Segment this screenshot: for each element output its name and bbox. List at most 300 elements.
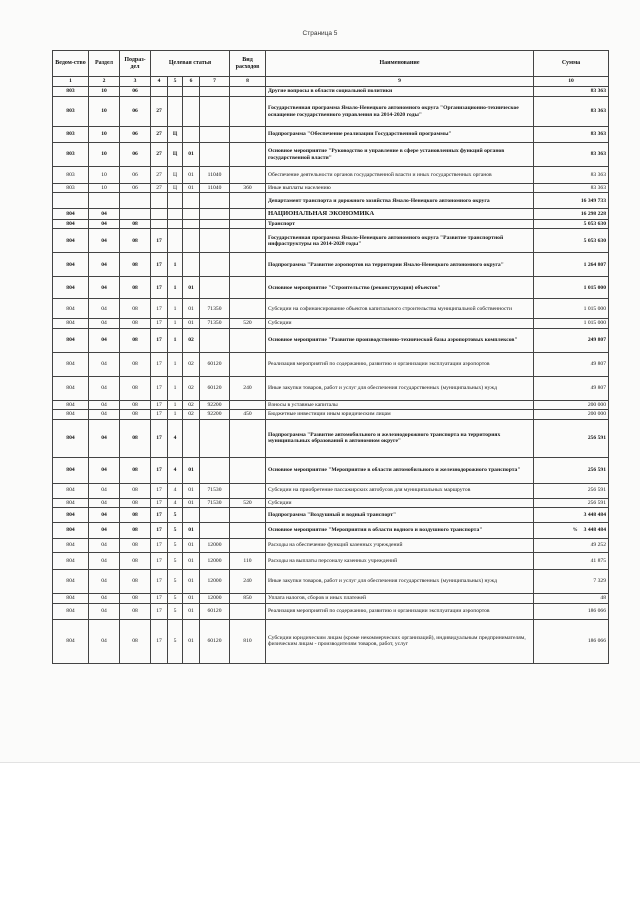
cell-vedomstvo: 804 (53, 619, 89, 663)
cell-target-3: 02 (183, 352, 200, 376)
cell-target-4 (200, 328, 230, 352)
cell-target-2: 1 (168, 253, 183, 277)
cell-summa (534, 523, 609, 539)
cell-target-2: 1 (168, 299, 183, 319)
cell-summa: 16 298 228 (534, 209, 609, 220)
cell-podrazdel: 08 (120, 508, 151, 523)
cell-vid-rashodov (230, 143, 266, 167)
cell-naimenovanie: Основное мероприятие "Мероприятие в области автомобильного и железнодорожного транспорта" (266, 457, 534, 483)
cell-target-2: 1 (168, 410, 183, 419)
cell-target-1: 17 (151, 376, 168, 400)
cell-vid-rashodov: 240 (230, 376, 266, 400)
cell-podrazdel: 06 (120, 127, 151, 143)
cell-razdel: 10 (89, 97, 120, 127)
cell-target-1 (151, 87, 168, 97)
col-number: 10 (534, 77, 609, 87)
table-row (53, 553, 609, 570)
cell-vid-rashodov (230, 603, 266, 619)
cell-target-1: 17 (151, 319, 168, 328)
cell-summa: 83 363 (534, 184, 609, 193)
cell-target-3: 01 (183, 619, 200, 663)
cell-vedomstvo: 804 (53, 319, 89, 328)
cell-target-4 (200, 127, 230, 143)
cell-target-2: 1 (168, 352, 183, 376)
cell-razdel: 04 (89, 603, 120, 619)
cell-target-2: 5 (168, 508, 183, 523)
cell-target-2: Ц (168, 127, 183, 143)
cell-target-1: 17 (151, 570, 168, 594)
cell-target-3: 02 (183, 400, 200, 409)
cell-target-1: 17 (151, 299, 168, 319)
cell-target-2: 5 (168, 523, 183, 539)
cell-target-4 (200, 220, 230, 229)
cell-target-3: 01 (183, 299, 200, 319)
cell-vedomstvo: 804 (53, 328, 89, 352)
cell-razdel: 04 (89, 209, 120, 220)
cell-target-4: 71530 (200, 498, 230, 507)
table-row (53, 209, 609, 220)
cell-vid-rashodov (230, 352, 266, 376)
cell-vedomstvo: 804 (53, 419, 89, 457)
cell-razdel: 04 (89, 594, 120, 603)
cell-razdel: 04 (89, 483, 120, 498)
cell-summa: 49 252 (534, 539, 609, 553)
cell-summa: 5 053 630 (534, 229, 609, 253)
cell-target-4 (200, 523, 230, 539)
header-razdel: Раздел (89, 51, 120, 77)
cell-vedomstvo: 803 (53, 97, 89, 127)
header-vedomstvo: Ведом-ство (53, 51, 89, 77)
cell-target-1: 17 (151, 539, 168, 553)
cell-naimenovanie: Основное мероприятие "Строительство (реконструкция) объектов" (266, 277, 534, 299)
cell-razdel: 04 (89, 410, 120, 419)
cell-target-3: 01 (183, 143, 200, 167)
cell-razdel: 10 (89, 127, 120, 143)
cell-naimenovanie: НАЦИОНАЛЬНАЯ ЭКОНОМИКА (266, 209, 534, 220)
table-row (53, 410, 609, 419)
cell-vid-rashodov: 520 (230, 319, 266, 328)
budget-table (52, 50, 609, 664)
cell-target-2 (168, 87, 183, 97)
cell-razdel: 04 (89, 319, 120, 328)
cell-target-3 (183, 209, 200, 220)
cell-target-2: 1 (168, 400, 183, 409)
table-row (53, 619, 609, 663)
cell-vid-rashodov (230, 457, 266, 483)
table-row (53, 220, 609, 229)
cell-razdel: 04 (89, 523, 120, 539)
cell-razdel: 10 (89, 167, 120, 184)
cell-target-2: 1 (168, 319, 183, 328)
cell-target-1: 17 (151, 328, 168, 352)
cell-vedomstvo: 804 (53, 253, 89, 277)
cell-summa: 186 066 (534, 603, 609, 619)
cell-naimenovanie: Обеспечение деятельности органов государственной власти и иных государственных органов (266, 167, 534, 184)
cell-vedomstvo: 804 (53, 400, 89, 409)
cell-vid-rashodov (230, 508, 266, 523)
cell-vid-rashodov (230, 400, 266, 409)
cell-naimenovanie: Расходы на обеспечение функций казенных учреждений (266, 539, 534, 553)
cell-vid-rashodov: 850 (230, 594, 266, 603)
col-number: 1 (53, 77, 89, 87)
cell-summa: 83 363 (534, 167, 609, 184)
cell-target-3 (183, 419, 200, 457)
cell-podrazdel: 08 (120, 319, 151, 328)
cell-podrazdel: 08 (120, 410, 151, 419)
cell-target-4: 71530 (200, 483, 230, 498)
cell-target-3 (183, 229, 200, 253)
cell-podrazdel: 08 (120, 220, 151, 229)
cell-vid-rashodov: 360 (230, 184, 266, 193)
cell-podrazdel: 08 (120, 352, 151, 376)
col-number: 7 (200, 77, 230, 87)
cell-podrazdel: 06 (120, 87, 151, 97)
cell-summa: 49 807 (534, 376, 609, 400)
cell-podrazdel: 08 (120, 457, 151, 483)
cell-vid-rashodov: 110 (230, 553, 266, 570)
cell-target-2 (168, 193, 183, 209)
cell-target-1: 17 (151, 594, 168, 603)
cell-summa: 49 807 (534, 352, 609, 376)
cell-vid-rashodov: 240 (230, 570, 266, 594)
cell-target-4: 60120 (200, 376, 230, 400)
cell-target-3: 01 (183, 277, 200, 299)
cell-podrazdel: 08 (120, 299, 151, 319)
cell-razdel: 04 (89, 220, 120, 229)
table-row (53, 498, 609, 507)
cell-naimenovanie: Субсидии на софинансирование объектов капитального строительства муниципальной собственности (266, 299, 534, 319)
cell-target-1: 27 (151, 127, 168, 143)
table-row (53, 400, 609, 409)
col-number: 3 (120, 77, 151, 87)
cell-vid-rashodov (230, 209, 266, 220)
table-row (53, 277, 609, 299)
cell-vid-rashodov (230, 193, 266, 209)
cell-naimenovanie: Государственная программа Ямало-Ненецкого автономного округа "Организационно-техническое оснащение государственного управления на 2014-2020 годы" (266, 97, 534, 127)
cell-target-4: 60120 (200, 619, 230, 663)
cell-summa: 1 015 000 (534, 277, 609, 299)
cell-target-2: Ц (168, 184, 183, 193)
cell-summa: 256 591 (534, 419, 609, 457)
cell-podrazdel: 08 (120, 619, 151, 663)
cell-podrazdel: 08 (120, 419, 151, 457)
cell-target-4 (200, 457, 230, 483)
cell-razdel: 04 (89, 419, 120, 457)
cell-naimenovanie: Реализация мероприятий по содержанию, развитию и организации эксплуатации аэропортов (266, 352, 534, 376)
cell-summa: 256 591 (534, 483, 609, 498)
cell-razdel: 04 (89, 400, 120, 409)
cell-naimenovanie: Уплата налогов, сборов и иных платежей (266, 594, 534, 603)
table-row (53, 594, 609, 603)
cell-target-4: 11040 (200, 167, 230, 184)
cell-target-2 (168, 209, 183, 220)
cell-target-2: 4 (168, 483, 183, 498)
cell-vid-rashodov (230, 299, 266, 319)
header-podrazdel: Подраз-дел (120, 51, 151, 77)
table-row (53, 87, 609, 97)
cell-vedomstvo: 804 (53, 570, 89, 594)
cell-target-1 (151, 209, 168, 220)
cell-target-2: 1 (168, 328, 183, 352)
cell-summa: 7 329 (534, 570, 609, 594)
cell-target-1: 17 (151, 400, 168, 409)
cell-target-2 (168, 97, 183, 127)
cell-vedomstvo: 804 (53, 594, 89, 603)
cell-target-3 (183, 508, 200, 523)
cell-target-1 (151, 193, 168, 209)
cell-vid-rashodov (230, 328, 266, 352)
cell-target-3: 01 (183, 483, 200, 498)
cell-target-2: Ц (168, 167, 183, 184)
cell-target-2: 5 (168, 570, 183, 594)
cell-razdel (89, 193, 120, 209)
cell-target-1: 17 (151, 553, 168, 570)
cell-target-3 (183, 87, 200, 97)
cell-vid-rashodov (230, 419, 266, 457)
table-row (53, 229, 609, 253)
cell-summa: 200 000 (534, 410, 609, 419)
cell-summa: 256 591 (534, 457, 609, 483)
cell-vedomstvo: 804 (53, 523, 89, 539)
cell-naimenovanie: Расходы на выплаты персоналу казенных учреждений (266, 553, 534, 570)
cell-podrazdel: 06 (120, 184, 151, 193)
cell-target-4: 12000 (200, 594, 230, 603)
cell-target-3 (183, 253, 200, 277)
cell-razdel: 04 (89, 253, 120, 277)
cell-target-4 (200, 97, 230, 127)
cell-vedomstvo: 803 (53, 143, 89, 167)
cell-podrazdel: 06 (120, 167, 151, 184)
cell-target-4: 12000 (200, 553, 230, 570)
cell-target-2: 4 (168, 457, 183, 483)
cell-summa: 1 264 807 (534, 253, 609, 277)
cell-naimenovanie: Субсидии на приобретение пассажирских автобусов для муниципальных маршрутов (266, 483, 534, 498)
cell-target-4: 92200 (200, 400, 230, 409)
table-row (53, 376, 609, 400)
cell-vedomstvo (53, 193, 89, 209)
cell-target-4 (200, 419, 230, 457)
table-row (53, 193, 609, 209)
cell-target-4 (200, 193, 230, 209)
cell-summa: 83 363 (534, 87, 609, 97)
cell-target-1: 27 (151, 167, 168, 184)
cell-target-1: 17 (151, 419, 168, 457)
cell-vid-rashodov (230, 523, 266, 539)
cell-razdel: 04 (89, 376, 120, 400)
cell-target-3 (183, 193, 200, 209)
cell-target-2: 1 (168, 376, 183, 400)
cell-razdel: 04 (89, 457, 120, 483)
cell-summa: 1 015 000 (534, 299, 609, 319)
cell-target-3: 01 (183, 167, 200, 184)
cell-podrazdel: 08 (120, 483, 151, 498)
cell-podrazdel: 08 (120, 553, 151, 570)
cell-summa: 5 053 630 (534, 220, 609, 229)
cell-naimenovanie: Транспорт (266, 220, 534, 229)
cell-vedomstvo: 804 (53, 553, 89, 570)
cell-podrazdel (120, 193, 151, 209)
table-row (53, 483, 609, 498)
cell-naimenovanie: Субсидии (266, 498, 534, 507)
table-row (53, 97, 609, 127)
cell-naimenovanie: Другие вопросы в области социальной политики (266, 87, 534, 97)
cell-vedomstvo: 804 (53, 220, 89, 229)
cell-target-3: 01 (183, 498, 200, 507)
cell-target-3: 02 (183, 328, 200, 352)
cell-vid-rashodov (230, 229, 266, 253)
table-row (53, 328, 609, 352)
cell-target-1: 27 (151, 143, 168, 167)
cell-podrazdel: 08 (120, 539, 151, 553)
cell-naimenovanie: Иные закупки товаров, работ и услуг для обеспечения государственных (муниципальных) нужд (266, 570, 534, 594)
cell-target-4 (200, 277, 230, 299)
table-row (53, 523, 609, 539)
cell-summa: 83 363 (534, 127, 609, 143)
cell-summa: 1 015 000 (534, 319, 609, 328)
col-number: 9 (266, 77, 534, 87)
cell-summa: 41 875 (534, 553, 609, 570)
cell-target-4 (200, 508, 230, 523)
cell-vid-rashodov (230, 97, 266, 127)
cell-razdel: 04 (89, 299, 120, 319)
cell-summa: 48 (534, 594, 609, 603)
cell-podrazdel: 08 (120, 229, 151, 253)
cell-vedomstvo: 804 (53, 498, 89, 507)
cell-razdel: 10 (89, 87, 120, 97)
cell-podrazdel: 08 (120, 400, 151, 409)
header-summa: Сумма (534, 51, 609, 77)
cell-vedomstvo: 803 (53, 87, 89, 97)
cell-vedomstvo: 804 (53, 603, 89, 619)
cell-target-3: 01 (183, 553, 200, 570)
cell-target-3 (183, 97, 200, 127)
cell-summa: 249 807 (534, 328, 609, 352)
cell-target-1: 17 (151, 457, 168, 483)
cell-target-3: 01 (183, 570, 200, 594)
cell-naimenovanie: Иные выплаты населению (266, 184, 534, 193)
cell-target-4: 71350 (200, 319, 230, 328)
cell-target-2 (168, 229, 183, 253)
table-row (53, 457, 609, 483)
cell-summa: 16 349 733 (534, 193, 609, 209)
table-row (53, 253, 609, 277)
cell-naimenovanie: Подпрограмма "Развитие автомобильного и железнодорожного транспорта на территориях муниципальных образований в автономном округе" (266, 419, 534, 457)
col-number: 5 (168, 77, 183, 87)
cell-summa: 186 066 (534, 619, 609, 663)
cell-summa: 83 363 (534, 97, 609, 127)
cell-vedomstvo: 804 (53, 376, 89, 400)
cell-vid-rashodov (230, 167, 266, 184)
cell-target-4 (200, 143, 230, 167)
cell-razdel: 04 (89, 508, 120, 523)
cell-razdel: 04 (89, 553, 120, 570)
cell-razdel: 10 (89, 143, 120, 167)
cell-razdel: 04 (89, 328, 120, 352)
cell-podrazdel: 08 (120, 328, 151, 352)
table-row (53, 143, 609, 167)
cell-target-1: 17 (151, 352, 168, 376)
table-row (53, 184, 609, 193)
cell-vid-rashodov (230, 127, 266, 143)
cell-summa: 3 448 484 (534, 508, 609, 523)
cell-vedomstvo: 804 (53, 209, 89, 220)
cell-podrazdel: 06 (120, 97, 151, 127)
table-row (53, 167, 609, 184)
cell-naimenovanie: Субсидии юридическим лицам (кроме некоммерческих организаций), индивидуальным предпринимателям, физическим лицам - производителям товаров, работ, услуг (266, 619, 534, 663)
cell-podrazdel: 08 (120, 253, 151, 277)
cell-target-1: 17 (151, 229, 168, 253)
margin-mark: % (572, 528, 578, 534)
cell-target-4 (200, 253, 230, 277)
cell-podrazdel: 06 (120, 143, 151, 167)
cell-vid-rashodov (230, 87, 266, 97)
cell-target-4: 12000 (200, 570, 230, 594)
cell-razdel: 04 (89, 229, 120, 253)
cell-target-2 (168, 220, 183, 229)
cell-target-2: 1 (168, 277, 183, 299)
cell-podrazdel: 08 (120, 570, 151, 594)
cell-target-4 (200, 209, 230, 220)
cell-naimenovanie: Взносы в уставные капиталы (266, 400, 534, 409)
col-number: 2 (89, 77, 120, 87)
cell-vedomstvo: 804 (53, 539, 89, 553)
cell-naimenovanie: Основное мероприятие "Мероприятия в области водного и воздушного транспорта" (266, 523, 534, 539)
cell-target-1: 17 (151, 498, 168, 507)
cell-target-2: 5 (168, 539, 183, 553)
cell-naimenovanie: Департамент транспорта и дорожного хозяйства Ямало-Ненецкого автономного округа (266, 193, 534, 209)
cell-target-4: 71350 (200, 299, 230, 319)
cell-vedomstvo: 804 (53, 229, 89, 253)
cell-target-2: 5 (168, 619, 183, 663)
cell-vedomstvo: 804 (53, 508, 89, 523)
sum-value: 3 448 484 (583, 527, 606, 534)
cell-naimenovanie: Государственная программа Ямало-Ненецкого автономного округа "Развитие транспортной инфраструктуры на 2014-2020 годы" (266, 229, 534, 253)
cell-vedomstvo: 803 (53, 127, 89, 143)
cell-target-3 (183, 220, 200, 229)
col-number: 4 (151, 77, 168, 87)
cell-naimenovanie: Подпрограмма "Воздушный и водный транспорт" (266, 508, 534, 523)
cell-target-3: 01 (183, 539, 200, 553)
cell-naimenovanie: Субсидии (266, 319, 534, 328)
cell-podrazdel: 08 (120, 376, 151, 400)
table-row (53, 508, 609, 523)
table-row (53, 127, 609, 143)
cell-target-1: 27 (151, 184, 168, 193)
cell-target-1: 17 (151, 603, 168, 619)
table-row (53, 603, 609, 619)
cell-razdel: 10 (89, 184, 120, 193)
cell-razdel: 04 (89, 570, 120, 594)
cell-razdel: 04 (89, 498, 120, 507)
cell-vedomstvo: 804 (53, 299, 89, 319)
cell-naimenovanie: Подпрограмма "Обеспечение реализации Государственной программы" (266, 127, 534, 143)
cell-target-3: 01 (183, 523, 200, 539)
cell-target-4 (200, 229, 230, 253)
cell-naimenovanie: Иные закупки товаров, работ и услуг для обеспечения государственных (муниципальных) нужд (266, 376, 534, 400)
cell-target-1: 17 (151, 253, 168, 277)
column-number-row (53, 77, 609, 87)
table-row (53, 539, 609, 553)
cell-vid-rashodov (230, 483, 266, 498)
cell-target-4: 11040 (200, 184, 230, 193)
cell-vedomstvo: 803 (53, 184, 89, 193)
cell-naimenovanie: Подпрограмма "Развитие аэропортов на территории Ямало-Ненецкого автономного округа" (266, 253, 534, 277)
cell-razdel: 04 (89, 352, 120, 376)
cell-vedomstvo: 803 (53, 167, 89, 184)
cell-podrazdel (120, 209, 151, 220)
page-label: Страница 5 (302, 30, 338, 37)
cell-razdel: 04 (89, 619, 120, 663)
